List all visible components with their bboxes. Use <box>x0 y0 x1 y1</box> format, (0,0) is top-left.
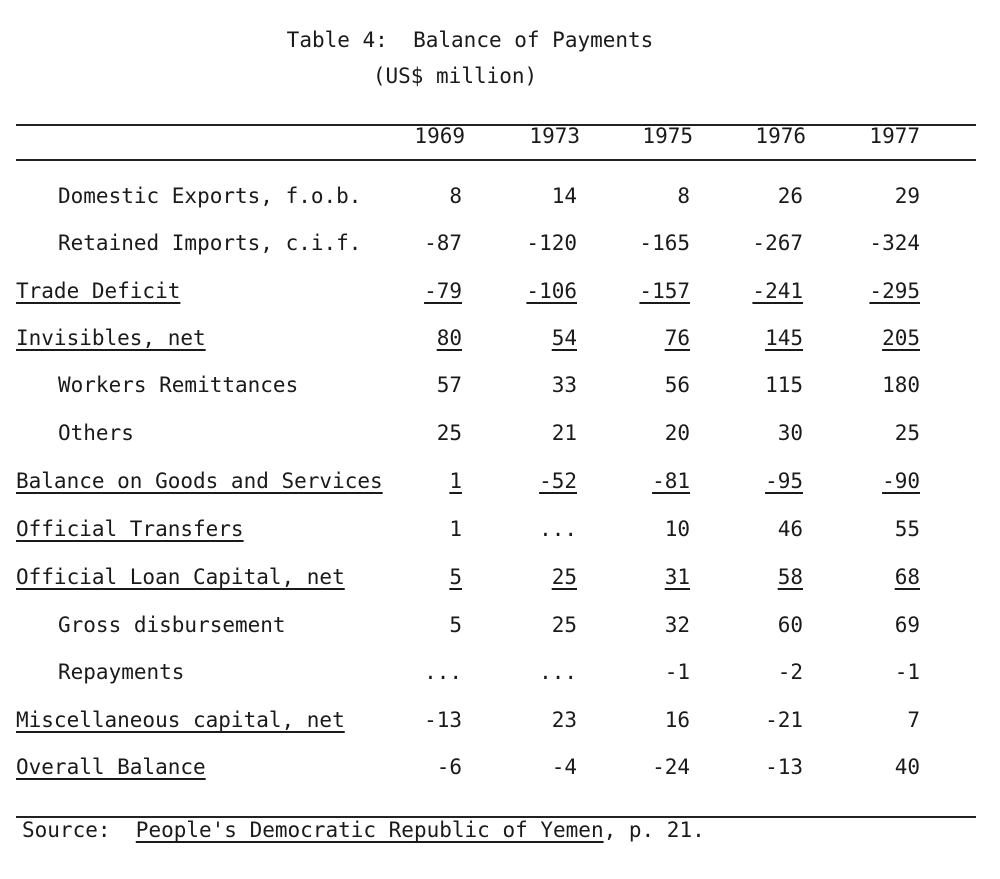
cell-value: -165 <box>639 231 690 255</box>
row-label: Others <box>58 421 134 445</box>
cell-value: 115 <box>765 373 803 397</box>
cell-1973 <box>487 184 577 208</box>
cell-value: -295 <box>869 279 920 303</box>
cell-1969 <box>372 279 462 303</box>
table-row <box>0 231 1000 261</box>
cell-value: -1 <box>894 660 920 684</box>
cell-value: -13 <box>765 755 803 779</box>
row-label: Invisibles, net <box>16 326 206 350</box>
cell-value: 145 <box>765 326 803 350</box>
cell-1973 <box>487 613 577 637</box>
cell-value: -2 <box>777 660 803 684</box>
cell-1969 <box>372 708 462 732</box>
cell-1969 <box>372 231 462 255</box>
cell-1977 <box>830 613 920 637</box>
cell-1977 <box>830 279 920 303</box>
cell-1977 <box>830 517 920 541</box>
table-row <box>0 755 1000 785</box>
column-header-1977: 1977 <box>869 124 920 148</box>
cell-value: 55 <box>894 517 920 541</box>
cell-value: -1 <box>664 660 690 684</box>
cell-1977 <box>830 755 920 779</box>
cell-value: ... <box>539 660 577 684</box>
column-header-1976: 1976 <box>755 124 806 148</box>
row-label: Balance on Goods and Services <box>16 469 383 493</box>
cell-value: 23 <box>551 708 577 732</box>
header-rule <box>16 159 976 161</box>
cell-value: -267 <box>752 231 803 255</box>
cell-value: 180 <box>882 373 920 397</box>
cell-1976 <box>713 660 803 684</box>
cell-1976 <box>713 755 803 779</box>
cell-value: 56 <box>664 373 690 397</box>
cell-value: 29 <box>894 184 920 208</box>
cell-value: -6 <box>436 755 462 779</box>
cell-value: 5 <box>449 613 462 637</box>
column-header-1969: 1969 <box>414 124 465 148</box>
cell-1975 <box>600 231 690 255</box>
row-label: Official Loan Capital, net <box>16 565 345 589</box>
cell-1977 <box>830 469 920 493</box>
row-label: Gross disbursement <box>58 613 286 637</box>
column-header-1975: 1975 <box>642 124 693 148</box>
cell-value: 205 <box>882 326 920 350</box>
cell-value: 25 <box>436 421 462 445</box>
table-subtitle: (US$ million) <box>372 64 538 88</box>
cell-1976 <box>713 469 803 493</box>
cell-value: 33 <box>551 373 577 397</box>
cell-1977 <box>830 708 920 732</box>
cell-1975 <box>600 708 690 732</box>
cell-value: 76 <box>664 326 690 350</box>
cell-value: 32 <box>664 613 690 637</box>
cell-value: -106 <box>526 279 577 303</box>
cell-1969 <box>372 565 462 589</box>
cell-value: 25 <box>551 613 577 637</box>
cell-value: 25 <box>551 565 577 589</box>
cell-1973 <box>487 708 577 732</box>
cell-1977 <box>830 184 920 208</box>
cell-value: 54 <box>551 326 577 350</box>
cell-value: 31 <box>664 565 690 589</box>
cell-value: 58 <box>777 565 803 589</box>
cell-value: 5 <box>449 565 462 589</box>
cell-value: -52 <box>539 469 577 493</box>
table-row <box>0 373 1000 403</box>
cell-value: 14 <box>551 184 577 208</box>
table-row <box>0 326 1000 356</box>
table-row <box>0 184 1000 214</box>
cell-1975 <box>600 373 690 397</box>
cell-1975 <box>600 184 690 208</box>
cell-1975 <box>600 755 690 779</box>
cell-1975 <box>600 326 690 350</box>
cell-1976 <box>713 708 803 732</box>
cell-1973 <box>487 231 577 255</box>
cell-value: -24 <box>652 755 690 779</box>
cell-1969 <box>372 755 462 779</box>
cell-1969 <box>372 517 462 541</box>
cell-1977 <box>830 231 920 255</box>
source-note <box>22 818 705 842</box>
row-label: Repayments <box>58 660 185 684</box>
cell-value: 25 <box>894 421 920 445</box>
table-row <box>0 708 1000 738</box>
cell-1976 <box>713 279 803 303</box>
cell-1977 <box>830 373 920 397</box>
cell-1973 <box>487 469 577 493</box>
cell-1969 <box>372 421 462 445</box>
cell-1977 <box>830 660 920 684</box>
cell-1975 <box>600 517 690 541</box>
top-rule <box>16 124 976 126</box>
cell-value: 57 <box>436 373 462 397</box>
row-label: Overall Balance <box>16 755 206 779</box>
table-row <box>0 279 1000 309</box>
cell-value: ... <box>539 517 577 541</box>
cell-1969 <box>372 613 462 637</box>
row-label: Workers Remittances <box>58 373 299 397</box>
table-title: Table 4: Balance of Payments <box>286 28 654 52</box>
cell-1976 <box>713 421 803 445</box>
cell-value: 46 <box>777 517 803 541</box>
cell-1976 <box>713 373 803 397</box>
cell-value: 68 <box>894 565 920 589</box>
row-label: Domestic Exports, f.o.b. <box>58 184 362 208</box>
table-row <box>0 565 1000 595</box>
cell-1969 <box>372 469 462 493</box>
cell-value: 8 <box>449 184 462 208</box>
cell-value: -13 <box>424 708 462 732</box>
cell-1976 <box>713 613 803 637</box>
source-prefix: Source: <box>22 818 136 842</box>
cell-value: 10 <box>664 517 690 541</box>
cell-value: -87 <box>424 231 462 255</box>
cell-value: 40 <box>894 755 920 779</box>
cell-1973 <box>487 517 577 541</box>
cell-1977 <box>830 565 920 589</box>
cell-1973 <box>487 660 577 684</box>
cell-value: 1 <box>449 517 462 541</box>
cell-1976 <box>713 231 803 255</box>
cell-value: -241 <box>752 279 803 303</box>
cell-value: 30 <box>777 421 803 445</box>
cell-1973 <box>487 755 577 779</box>
cell-1975 <box>600 660 690 684</box>
cell-1973 <box>487 565 577 589</box>
table-row <box>0 421 1000 451</box>
source-suffix: , p. 21. <box>603 818 705 842</box>
cell-1969 <box>372 184 462 208</box>
cell-1969 <box>372 326 462 350</box>
cell-value: -324 <box>869 231 920 255</box>
cell-value: 80 <box>436 326 462 350</box>
cell-1973 <box>487 279 577 303</box>
cell-value: 8 <box>677 184 690 208</box>
cell-1973 <box>487 373 577 397</box>
cell-1975 <box>600 279 690 303</box>
cell-value: -81 <box>652 469 690 493</box>
cell-1975 <box>600 421 690 445</box>
cell-1976 <box>713 184 803 208</box>
cell-value: ... <box>424 660 462 684</box>
cell-value: 21 <box>551 421 577 445</box>
cell-value: -4 <box>551 755 577 779</box>
cell-1969 <box>372 373 462 397</box>
cell-value: 69 <box>894 613 920 637</box>
cell-1969 <box>372 660 462 684</box>
row-label: Retained Imports, c.i.f. <box>58 231 362 255</box>
cell-1976 <box>713 326 803 350</box>
cell-value: -21 <box>765 708 803 732</box>
column-header-1973: 1973 <box>529 124 580 148</box>
table-row <box>0 660 1000 690</box>
row-label: Miscellaneous capital, net <box>16 708 345 732</box>
cell-value: -90 <box>882 469 920 493</box>
cell-value: -120 <box>526 231 577 255</box>
cell-1973 <box>487 326 577 350</box>
cell-value: -79 <box>424 279 462 303</box>
cell-1977 <box>830 421 920 445</box>
table-row <box>0 517 1000 547</box>
row-label: Trade Deficit <box>16 279 181 303</box>
cell-value: -95 <box>765 469 803 493</box>
cell-value: 7 <box>907 708 920 732</box>
table-row <box>0 613 1000 643</box>
cell-value: 60 <box>777 613 803 637</box>
cell-value: 16 <box>664 708 690 732</box>
cell-1975 <box>600 565 690 589</box>
cell-value: 26 <box>777 184 803 208</box>
cell-1976 <box>713 517 803 541</box>
cell-1973 <box>487 421 577 445</box>
cell-value: -157 <box>639 279 690 303</box>
table-row <box>0 469 1000 499</box>
cell-1975 <box>600 469 690 493</box>
cell-1976 <box>713 565 803 589</box>
source-reference: People's Democratic Republic of Yemen <box>135 818 604 842</box>
cell-value: 1 <box>449 469 462 493</box>
cell-1975 <box>600 613 690 637</box>
cell-value: 20 <box>664 421 690 445</box>
row-label: Official Transfers <box>16 517 244 541</box>
cell-1977 <box>830 326 920 350</box>
